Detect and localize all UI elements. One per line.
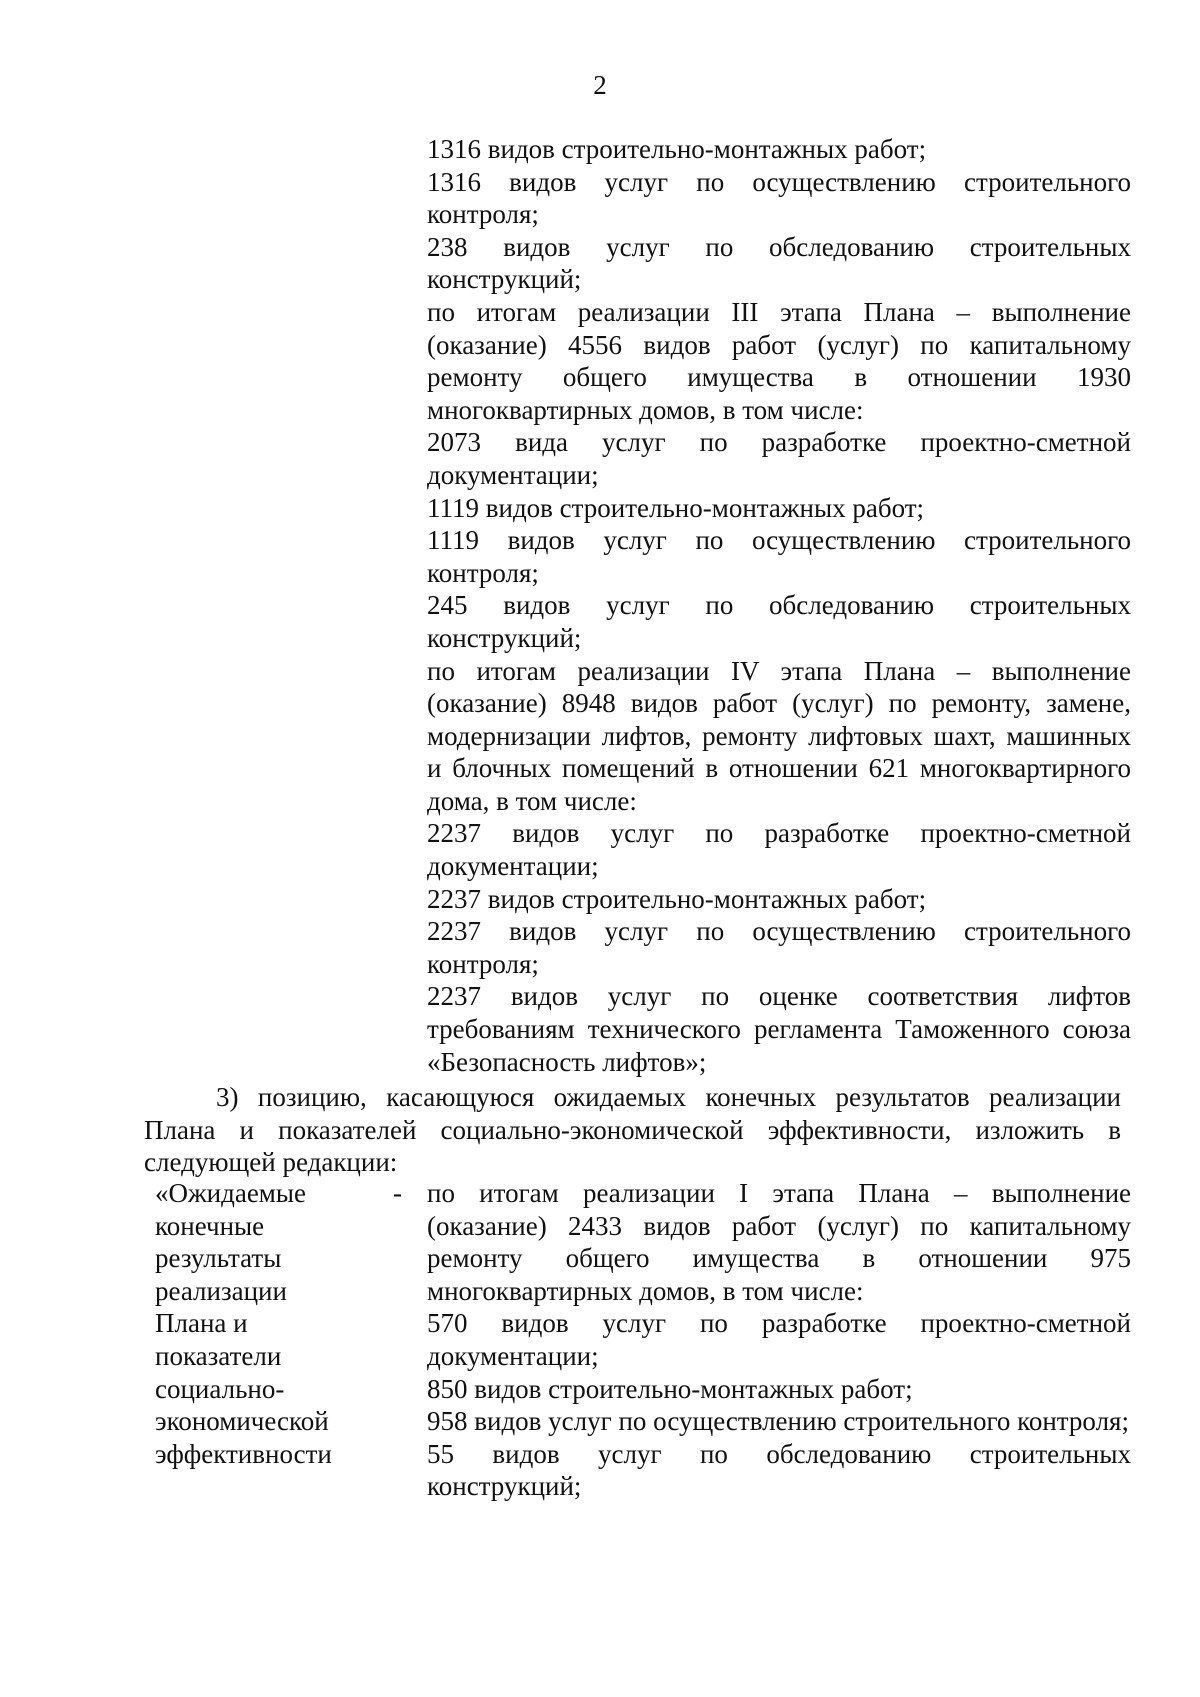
label-line: экономической: [155, 1406, 329, 1437]
list-item: 1316 видов строительно-монтажных работ;: [427, 134, 927, 164]
label-line: результаты: [155, 1243, 282, 1274]
label-line: реализации: [155, 1275, 287, 1306]
table-row-content: [427, 1177, 1131, 1503]
list-item: по итогам реализации I этапа Плана – выполнение (оказание) 2433 видов работ (услуг) по капитальному ремонту общего имущества в отношении 975 многоквартирных домов, в том числе:: [427, 1178, 1131, 1306]
list-item: по итогам реализации IV этапа Плана – выполнение (оказание) 8948 видов работ (услуг) по ремонту, замене, модернизации лифтов, ремонту лифтовых шахт, машинных и блочных помещений в отношении 621 многоквартирного дома, в том числе:: [427, 655, 1131, 816]
list-item: по итогам реализации III этапа Плана – выполнение (оказание) 4556 видов работ (услуг) по капитальному ремонту общего имущества в отношении 1930 многоквартирных домов, в том числе:: [427, 296, 1131, 425]
list-item: 570 видов услуг по разработке проектно-сметной документации;: [427, 1308, 1131, 1371]
list-item: 238 видов услуг по обследованию строительных конструкций;: [427, 231, 1131, 295]
list-item: 1119 видов услуг по осуществлению строительного контроля;: [427, 525, 1131, 588]
list-item: 958 видов услуг по осуществлению строительного контроля;: [427, 1406, 1129, 1437]
label-line: эффективности: [155, 1438, 332, 1469]
page-number: 2: [593, 70, 607, 100]
label-line: «Ожидаемые: [155, 1178, 307, 1208]
list-item: 2237 видов услуг по оценке соответствия лифтов требованиям технического регламента Таможенного союза «Безопасность лифтов»;: [427, 981, 1131, 1077]
list-item: 1119 видов строительно-монтажных работ;: [427, 492, 925, 523]
label-line: конечные: [155, 1210, 265, 1241]
paragraph-3: 3) позицию, касающуюся ожидаемых конечных результатов реализации Плана и показателей социально-экономической эффективности, изложить в следующей редакции:: [144, 1082, 1121, 1178]
list-item: 850 видов строительно-монтажных работ;: [427, 1373, 913, 1404]
label-line: Плана и: [155, 1308, 248, 1339]
list-item: 1316 видов услуг по осуществлению строительного контроля;: [427, 166, 1131, 230]
list-item: 2237 видов услуг по разработке проектно-сметной документации;: [427, 818, 1131, 882]
list-item: 2237 видов услуг по осуществлению строительного контроля;: [427, 916, 1131, 979]
list-item: 2073 вида услуг по разработке проектно-сметной документации;: [427, 427, 1131, 490]
results-list-continued: [427, 133, 1131, 1078]
amendment-paragraph: [144, 1081, 1121, 1179]
table-dash: -: [393, 1178, 402, 1208]
list-item: 2237 видов строительно-монтажных работ;: [427, 883, 927, 914]
label-line: показатели: [155, 1340, 282, 1371]
table-row-label: [155, 1177, 395, 1470]
label-line: социально-: [155, 1373, 285, 1404]
list-item: 245 видов услуг по обследованию строительных конструкций;: [427, 590, 1131, 653]
list-item: 55 видов услуг по обследованию строительных конструкций;: [427, 1438, 1131, 1502]
